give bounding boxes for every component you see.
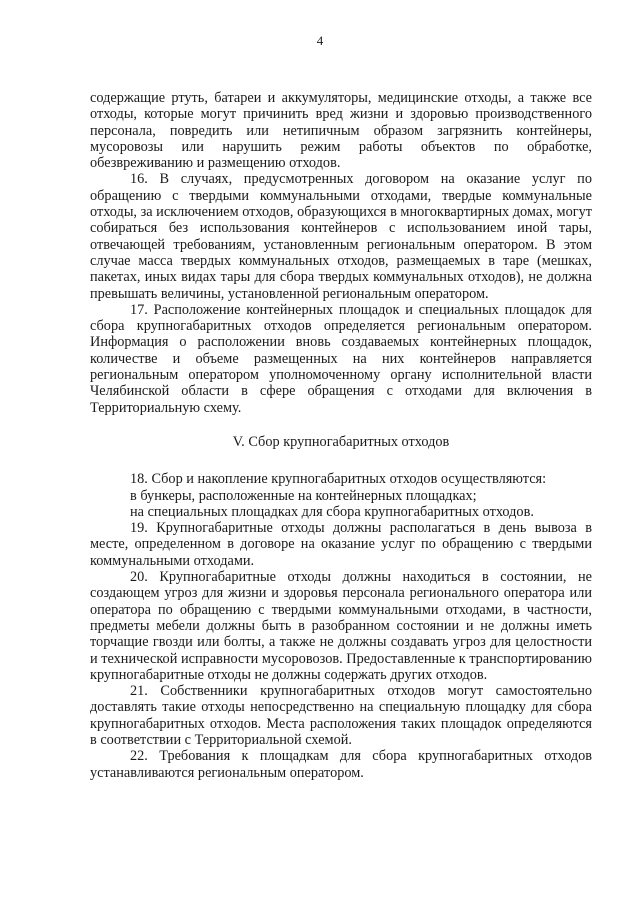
paragraph-continuation: содержащие ртуть, батареи и аккумуляторы, медицинские отходы, а также все отходы, которые могут причинить вред жизни и здоровью производственного персонала, повредить или нетипичным образом загрязнить контейнеры, мусоровозы или нарушить режим работы объектов по обработке, обезвреживанию и размещению отходов. [90,90,592,172]
paragraph-22: 22. Требования к площадкам для сбора крупногабаритных отходов устанавливаются региональным оператором. [90,748,592,781]
paragraph-18-item-2: на специальных площадках для сбора крупногабаритных отходов. [130,503,534,520]
paragraph-20: 20. Крупногабаритные отходы должны находиться в состоянии, не создающем угроз для жизни и здоровья персонала регионального оператора или оператора по обращению с твердыми коммунальными отходами, в частности, предметы мебели должны быть в разобранном состоянии и не должны иметь торчащие гвозди или болты, а также не должны создавать угроз для целостности и технической исправности мусоровозов. Предоставленные к транспортированию крупногабаритные отходы не должны содержать других отходов. [90,569,592,683]
section-heading: V. Сбор крупногабаритных отходов [232,433,450,450]
paragraph-19: 19. Крупногабаритные отходы должны располагаться в день вывоза в месте, определенном в договоре на оказание услуг по обращению с твердыми коммунальными отходами. [90,520,592,569]
paragraph-17: 17. Расположение контейнерных площадок и специальных площадок для сбора крупногабаритных отходов определяется региональным оператором. Информация о расположении вновь создаваемых контейнерных площадок, количестве и объеме размещенных на них контейнеров направляется региональным оператором уполномоченному органу исполнительной власти Челябинской области в сфере обращения с отходами для включения в Территориальную схему. [90,301,592,416]
paragraph-18-item-1: в бункеры, расположенные на контейнерных площадках; [130,487,477,504]
page-number: 4 [316,33,324,48]
document-body [90,90,592,781]
paragraph-21: 21. Собственники крупногабаритных отходов могут самостоятельно доставлять такие отходы непосредственно на специальную площадку для сбора крупногабаритных отходов. Места расположения таких площадок определяются в соответствии с Территориальной схемой. [90,683,592,748]
paragraph-18: 18. Сбор и накопление крупногабаритных отходов осуществляются: [130,471,547,488]
paragraph-16: 16. В случаях, предусмотренных договором на оказание услуг по обращению с твердыми коммунальными отходами, твердые коммунальные отходы, за исключением отходов, образующихся в многоквартирных домах, могут собираться без использования контейнеров с использованием иной тары, отвечающей требованиям, установленным региональным оператором. В этом случае масса твердых коммунальных отходов, размещаемых в таре (мешках, пакетах, иных видах тары для сбора твердых коммунальных отходов), не должна превышать величины, установленной региональным оператором. [90,171,592,302]
